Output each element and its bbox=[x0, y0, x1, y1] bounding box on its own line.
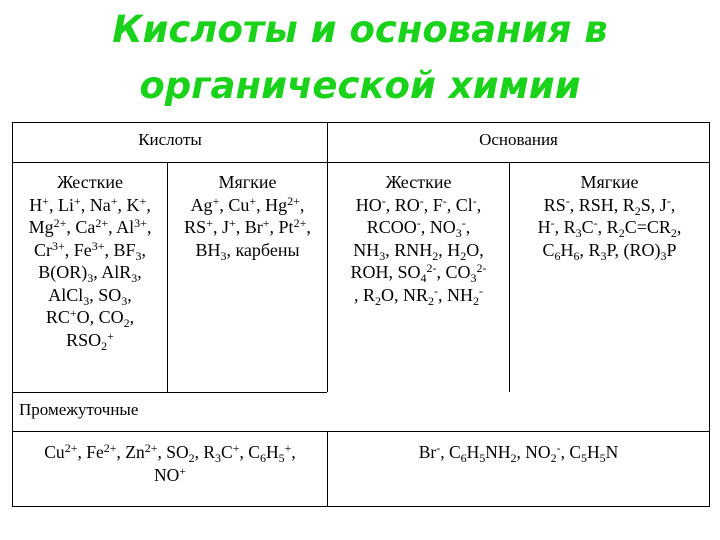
bases-hard-heading: Жесткие bbox=[385, 172, 452, 192]
formula-line: , $R_2O$, $NR_2^-$, $NH_2^-$ bbox=[353, 283, 484, 308]
acids-hard-list bbox=[13, 194, 167, 352]
formula-line: $Mg^{2+}$, $Ca^{2+}$, $Al^{3+}$, bbox=[28, 216, 152, 237]
formula-line: ROH, $SO_4^{2-}$, $CO_3^{2-}$ bbox=[350, 261, 487, 285]
slide-title-line-2: органической химии bbox=[139, 64, 581, 107]
formula-line: RS-, RSH, $R_2S$, J-, bbox=[543, 193, 676, 218]
formula-line: RCOO-, $NO_3^-$, bbox=[366, 216, 471, 240]
formula-line: $Cu^{2+}$, $Fe^{2+}$, $Zn^{2+}$, $SO_2$, $R_3C^+$, $C_6H_5^+$, bbox=[44, 441, 296, 465]
formula-line: $C_6H_6$, $R_3P$, $(RO)_3P$ bbox=[542, 239, 677, 263]
acids-hard-heading: Жесткие bbox=[57, 172, 123, 192]
acids-soft-cell bbox=[168, 171, 327, 261]
acids-soft-list bbox=[168, 194, 327, 262]
formula-line: $B(OR)_3$, AlR$_3$, bbox=[38, 262, 142, 285]
bases-soft-cell bbox=[510, 171, 709, 261]
intermediate-label: Промежуточные bbox=[19, 400, 139, 419]
formula-line: RC+O, $CO_2$, bbox=[45, 306, 135, 330]
table-divider-intermediate bbox=[13, 431, 709, 432]
intermediate-bases-cell bbox=[328, 441, 709, 464]
header-bases: Основания bbox=[479, 130, 558, 149]
bases-soft-list bbox=[510, 194, 709, 262]
formula-line: H-, $R_3C^-$, $R_2C=CR_2$, bbox=[537, 216, 682, 240]
formula-line: $BH_3$, карбены bbox=[195, 239, 300, 263]
table-divider-middle bbox=[13, 392, 327, 393]
formula-line: HO-, RO-, F-, Cl-, bbox=[355, 193, 482, 215]
slide-title bbox=[0, 2, 720, 114]
formula-line: RS+, J+, Br+, $Pt^{2+}$, bbox=[184, 216, 311, 237]
formula-line: Br-, $C_6H_5NH_2$, $NO_2^-$, $C_5H_5N$ bbox=[418, 441, 619, 465]
formula-line: Ag+, Cu+, $Hg^{2+}$, bbox=[190, 193, 305, 215]
header-acids: Кислоты bbox=[138, 130, 202, 149]
bases-hard-cell bbox=[328, 171, 509, 306]
bases-soft-heading: Мягкие bbox=[580, 172, 639, 192]
formula-line: H+, Li+, Na+, K+, bbox=[29, 193, 151, 215]
slide-title-line-1: Кислоты и основания в bbox=[112, 8, 608, 51]
formula-line: AlCl$_3$, $SO_3$, bbox=[48, 284, 132, 308]
acid-base-table bbox=[12, 122, 710, 507]
formula-line: $RSO_2^+$ bbox=[66, 328, 114, 353]
formula-line: NO+ bbox=[153, 463, 187, 485]
acids-hard-cell bbox=[13, 171, 167, 351]
intermediate-acids-cell bbox=[17, 441, 323, 486]
acids-soft-heading: Мягкие bbox=[218, 172, 277, 192]
formula-line: $Cr^{3+}$, $Fe^{3+}$, $BF_3$, bbox=[33, 238, 147, 263]
bases-hard-list bbox=[328, 194, 509, 307]
table-divider-header bbox=[13, 162, 709, 163]
formula-line: $NH_3$, $RNH_2$, $H_2O$, bbox=[353, 239, 484, 263]
